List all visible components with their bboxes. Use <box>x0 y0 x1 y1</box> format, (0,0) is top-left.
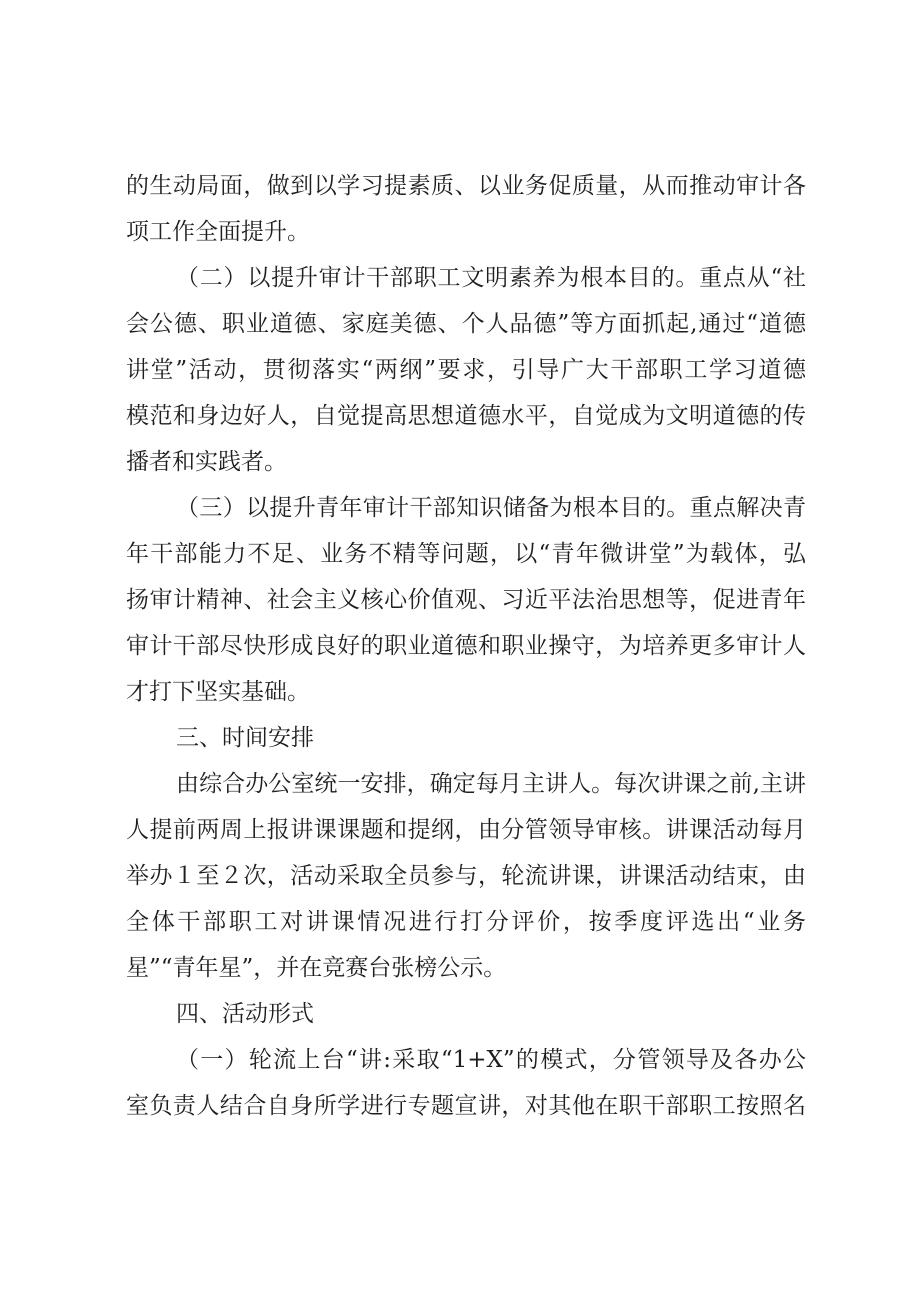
body-text-line: 室负责人结合自身所学进行专题宣讲，对其他在职干部职工按照名 <box>126 1093 806 1119</box>
body-text-line: 讲堂”活动，贯彻落实“两纲”要求，引导广大干部职工学习道德 <box>126 357 806 383</box>
body-text-line: 举办１至２次，活动采取全员参与，轮流讲课，讲课活动结束，由 <box>126 863 806 889</box>
body-text-line: 会公德、职业道德、家庭美德、个人品德”等方面抓起,通过“道德 <box>126 311 806 337</box>
body-text-line: 模范和身边好人，自觉提高思想道德水平，自觉成为文明道德的传 <box>126 403 806 429</box>
body-text-line: 播者和实践者。 <box>126 449 287 475</box>
body-text-line: 才打下坚实基础。 <box>126 679 310 705</box>
body-text-line: 星”“青年星”，并在竞赛台张榜公示。 <box>126 955 507 981</box>
body-text-line: 审计干部尽快形成良好的职业道德和职业操守，为培养更多审计人 <box>126 633 806 659</box>
paragraph-schedule-start: 由综合办公室统一安排，确定每月主讲人。每次讲课之前,主讲 <box>176 771 806 797</box>
paragraph-2-start: （二）以提升审计干部职工文明素养为根本目的。重点从“社 <box>176 265 806 291</box>
paragraph-3-start: （三）以提升青年审计干部知识储备为根本目的。重点解决青 <box>176 495 806 521</box>
body-text-line: 项工作全面提升。 <box>126 219 310 245</box>
body-text-line: 年干部能力不足、业务不精等问题，以“青年微讲堂”为载体，弘 <box>126 541 806 567</box>
body-text-line: 扬审计精神、社会主义核心价值观、习近平法治思想等，促进青年 <box>126 587 806 613</box>
section-heading-activity-form: 四、活动形式 <box>176 1001 314 1027</box>
body-text-line: 的生动局面，做到以学习提素质、以业务促质量，从而推动审计各 <box>126 173 806 199</box>
section-heading-schedule: 三、时间安排 <box>176 725 314 751</box>
paragraph-activity-start: （一）轮流上台“讲:采取“1+X”的模式，分管领导及各办公 <box>176 1047 806 1073</box>
body-text-line: 全体干部职工对讲课情况进行打分评价，按季度评选出“业务 <box>126 909 806 935</box>
body-text-line: 人提前两周上报讲课课题和提纲，由分管领导审核。讲课活动每月 <box>126 817 806 843</box>
